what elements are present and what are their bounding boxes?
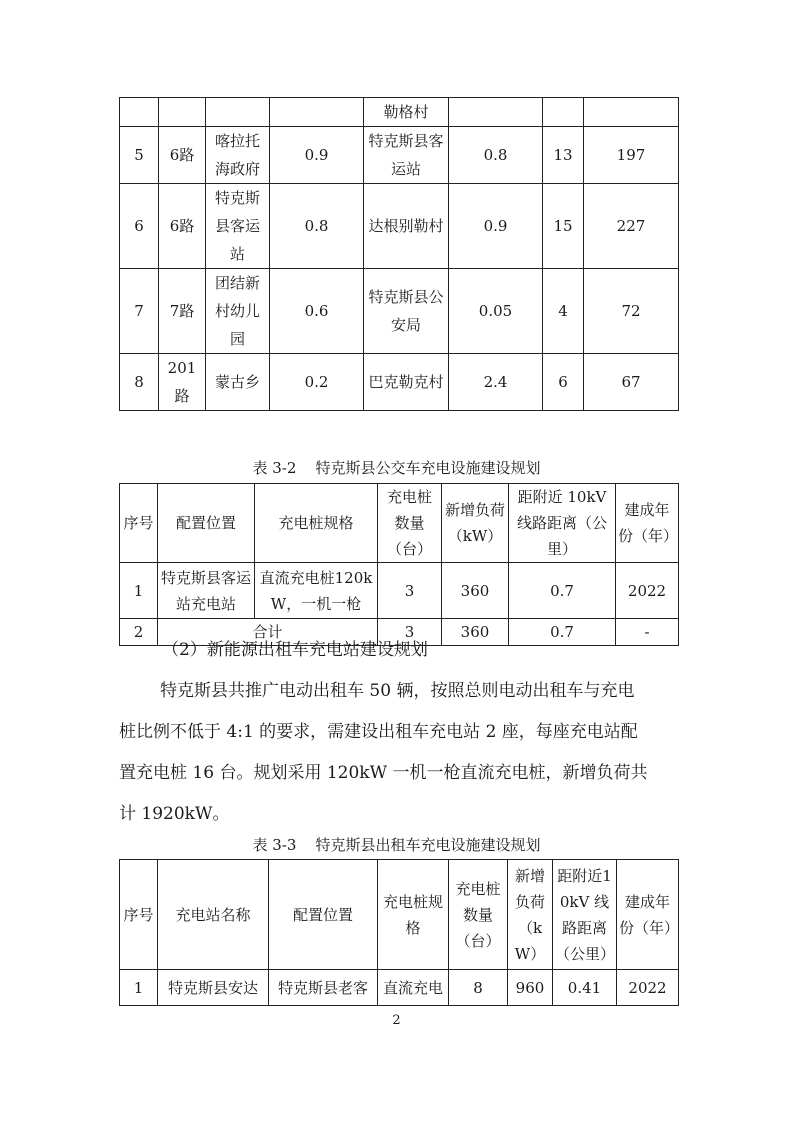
table-cell: 0.2 bbox=[270, 354, 364, 411]
table-cell: 13 bbox=[543, 127, 584, 184]
table-cell: 2022 bbox=[617, 970, 679, 1006]
table-cell: 6 bbox=[120, 184, 159, 269]
table-cell: 7路 bbox=[159, 269, 206, 354]
column-header: 充电站名称 bbox=[158, 860, 269, 970]
column-header: 充电桩规格 bbox=[255, 484, 378, 563]
table-header-row bbox=[120, 484, 679, 563]
table-row bbox=[120, 127, 679, 184]
column-header: 充电桩数量（台） bbox=[449, 860, 508, 970]
table-row bbox=[120, 970, 679, 1006]
table-cell: 特克斯县客运站充电站 bbox=[158, 563, 255, 619]
table-cell bbox=[543, 98, 584, 127]
table-cell: 蒙古乡 bbox=[206, 354, 270, 411]
column-header: 距附近10kV 线路距离（公里） bbox=[553, 860, 617, 970]
table-cell: 197 bbox=[584, 127, 679, 184]
table-cell: 0.9 bbox=[270, 127, 364, 184]
total-count: 3 bbox=[378, 619, 442, 646]
table-cell: 201路 bbox=[159, 354, 206, 411]
column-header: 建成年份（年） bbox=[616, 484, 679, 563]
table-cell: 2022 bbox=[616, 563, 679, 619]
table-cell: 1 bbox=[120, 563, 158, 619]
table-cell bbox=[449, 98, 543, 127]
table-cell: 0.8 bbox=[270, 184, 364, 269]
table-cell bbox=[120, 98, 159, 127]
total-load: 360 bbox=[442, 619, 509, 646]
bus-charging-table bbox=[119, 483, 679, 646]
table-cell bbox=[206, 98, 270, 127]
table-cell: 3 bbox=[378, 563, 442, 619]
table-cell: 直流充电 bbox=[378, 970, 449, 1006]
table-cell bbox=[584, 98, 679, 127]
table-cell: 8 bbox=[449, 970, 508, 1006]
table-cell: 特克斯县安达 bbox=[158, 970, 269, 1006]
table-cell: 960 bbox=[508, 970, 553, 1006]
table-cell: 6路 bbox=[159, 184, 206, 269]
table-cell: 67 bbox=[584, 354, 679, 411]
table-header-row bbox=[120, 860, 679, 970]
table-cell: 4 bbox=[543, 269, 584, 354]
table-row bbox=[120, 98, 679, 127]
table-cell bbox=[270, 98, 364, 127]
table-cell: 团结新村幼儿园 bbox=[206, 269, 270, 354]
column-header: 新增负荷（kW） bbox=[442, 484, 509, 563]
table-cell: 特克斯县客运站 bbox=[364, 127, 449, 184]
table-cell: 6路 bbox=[159, 127, 206, 184]
table-cell: 巴克勒克村 bbox=[364, 354, 449, 411]
table-cell: 0.41 bbox=[553, 970, 617, 1006]
table-row bbox=[120, 184, 679, 269]
table-row bbox=[120, 563, 679, 619]
table-cell: 227 bbox=[584, 184, 679, 269]
column-header: 充电桩规格 bbox=[378, 860, 449, 970]
table-cell: 特克斯县公安局 bbox=[364, 269, 449, 354]
column-header: 序号 bbox=[120, 484, 158, 563]
table-cell: 5 bbox=[120, 127, 159, 184]
table-cell: 15 bbox=[543, 184, 584, 269]
table-cell: 直流充电桩120kW，一机一枪 bbox=[255, 563, 378, 619]
column-header: 序号 bbox=[120, 860, 158, 970]
paragraph-line: 特克斯县共推广电动出租车 50 辆，按照总则电动出租车与充电 bbox=[160, 681, 635, 701]
table-cell: 勒格村 bbox=[364, 98, 449, 127]
table-cell: 0.6 bbox=[270, 269, 364, 354]
table-cell: 8 bbox=[120, 354, 159, 411]
table-row bbox=[120, 354, 679, 411]
table-cell: 特克斯县客运站 bbox=[206, 184, 270, 269]
table-cell: 1 bbox=[120, 970, 158, 1006]
taxi-charging-table bbox=[119, 859, 679, 1006]
table-cell: 特克斯县老客 bbox=[269, 970, 378, 1006]
table-cell: 0.9 bbox=[449, 184, 543, 269]
column-header: 配置位置 bbox=[158, 484, 255, 563]
total-year: - bbox=[616, 619, 679, 646]
column-header: 配置位置 bbox=[269, 860, 378, 970]
table-cell: 喀拉托海政府 bbox=[206, 127, 270, 184]
table-cell: 达根别勒村 bbox=[364, 184, 449, 269]
table-cell: 7 bbox=[120, 269, 159, 354]
table-cell: 360 bbox=[442, 563, 509, 619]
total-index: 2 bbox=[120, 619, 158, 646]
table-caption-3-3: 表 3-3 特克斯县出租车充电设施建设规划 bbox=[252, 836, 541, 854]
total-distance: 0.7 bbox=[509, 619, 616, 646]
table-cell: 0.7 bbox=[509, 563, 616, 619]
column-header: 新增负荷（kW） bbox=[508, 860, 553, 970]
table-cell: 6 bbox=[543, 354, 584, 411]
section-heading: （2）新能源出租车充电站建设规划 bbox=[162, 640, 428, 660]
paragraph-line: 置充电桩 16 台。规划采用 120kW 一机一枪直流充电桩，新增负荷共 bbox=[119, 763, 648, 783]
table-cell bbox=[159, 98, 206, 127]
bus-route-table bbox=[119, 97, 679, 411]
total-label: 合计 bbox=[158, 619, 378, 646]
table-row bbox=[120, 269, 679, 354]
table-cell: 0.8 bbox=[449, 127, 543, 184]
column-header: 建成年份（年） bbox=[617, 860, 679, 970]
table-cell: 2.4 bbox=[449, 354, 543, 411]
column-header: 充电桩数量（台） bbox=[378, 484, 442, 563]
paragraph-line: 桩比例不低于 4:1 的要求，需建设出租车充电站 2 座，每座充电站配 bbox=[119, 722, 638, 742]
paragraph-line: 计 1920kW。 bbox=[119, 804, 230, 824]
table-caption-3-2: 表 3-2 特克斯县公交车充电设施建设规划 bbox=[252, 459, 541, 477]
column-header: 距附近 10kV 线路距离（公里） bbox=[509, 484, 616, 563]
page-number: 2 bbox=[392, 1013, 401, 1028]
table-cell: 72 bbox=[584, 269, 679, 354]
table-cell: 0.05 bbox=[449, 269, 543, 354]
